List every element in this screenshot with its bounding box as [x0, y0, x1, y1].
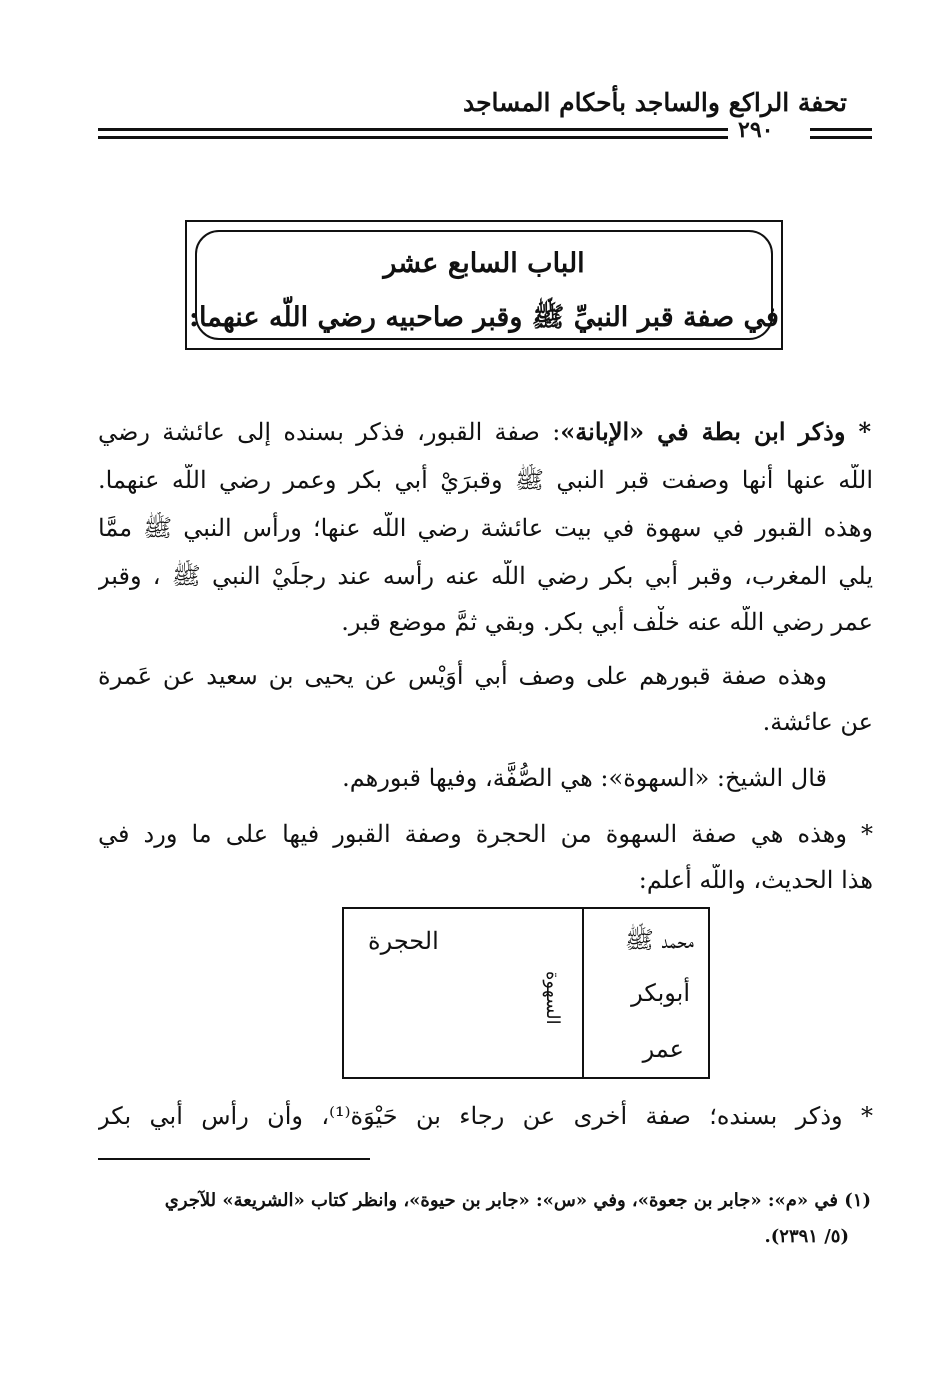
- chapter-heading-box: [185, 220, 783, 350]
- grave-prophet: محمد ﷺ: [624, 926, 694, 954]
- page-number: ٢٩٠: [738, 117, 774, 143]
- chapter-subtitle: في صفة قبر النبيِّ ﷺ وقبر صاحبيه رضي اللّه عنهما:: [189, 302, 779, 333]
- footnote-line: (١) في «م»: «جابر بن جعوة»، وفي «س»: «جابر بن حيوة»، وانظر كتاب «الشريعة» للآجري: [164, 1190, 871, 1211]
- paragraph-line: وهذه صفة قبورهم على وصف أبي أوَيْس عن يحيى بن سعيد عن عَمرة: [98, 662, 827, 690]
- footnote-line: (٥/ ٢٣٩١).: [764, 1226, 849, 1247]
- running-title: تحفة الراكع والساجد بأحكام المساجد: [462, 88, 847, 117]
- paragraph-line: اللّه عنها أنها وصفت قبر النبي ﷺ وقبرَيْ أبي بكر وعمر رضي اللّه عنهما.: [98, 466, 873, 494]
- paragraph-line: * وهذه هي صفة السهوة من الحجرة وصفة القبور فيها على ما ورد في: [98, 820, 873, 848]
- sahwa-label: السهوة: [542, 971, 563, 1025]
- paragraph-line: وهذه القبور في سهوة في بيت عائشة رضي اللّه عنها؛ ورأس النبي ﷺ ممَّا: [98, 514, 873, 542]
- paragraph-line: هذا الحديث، واللّه أعلم:: [638, 866, 873, 894]
- sahwa-divider-line: [582, 909, 584, 1077]
- chapter-title: الباب السابع عشر: [383, 248, 585, 279]
- header-rule-right-top: [810, 128, 872, 131]
- tomb-diagram: [342, 907, 710, 1079]
- footnote-separator: [98, 1158, 370, 1160]
- paragraph-line: [98, 416, 871, 448]
- room-label: الحجرة: [368, 927, 439, 955]
- header-rule-right-bottom: [810, 136, 872, 139]
- paragraph-line: يلي المغرب، وقبر أبي بكر رضي اللّه عنه رأسه عند رجلَيْ النبي ﷺ ، وقبر: [98, 562, 873, 590]
- paragraph-line: عن عائشة.: [762, 708, 873, 736]
- grave-abubakr: أبوبكر: [631, 979, 690, 1007]
- paragraph-line: عمر رضي اللّه عنه خلْف أبي بكر. وبقي ثمَّ موضع قبر.: [341, 608, 873, 636]
- bold-lead: * وذكر ابن بطة في «الإبانة»: [560, 417, 871, 446]
- header-rule-left-bottom: [98, 136, 728, 139]
- paragraph-line: * وذكر بسنده؛ صفة أخرى عن رجاء بن حَيْوَة⁽¹⁾، وأن رأس أبي بكر: [98, 1102, 873, 1130]
- grave-umar: عمر: [642, 1035, 684, 1063]
- line-text: : صفة القبور، فذكر بسنده إلى عائشة رضي: [98, 418, 561, 446]
- header-rule-left-top: [98, 128, 728, 131]
- paragraph-line: قال الشيخ: «السهوة»: هي الصُّفَّة، وفيها قبورهم.: [342, 764, 827, 792]
